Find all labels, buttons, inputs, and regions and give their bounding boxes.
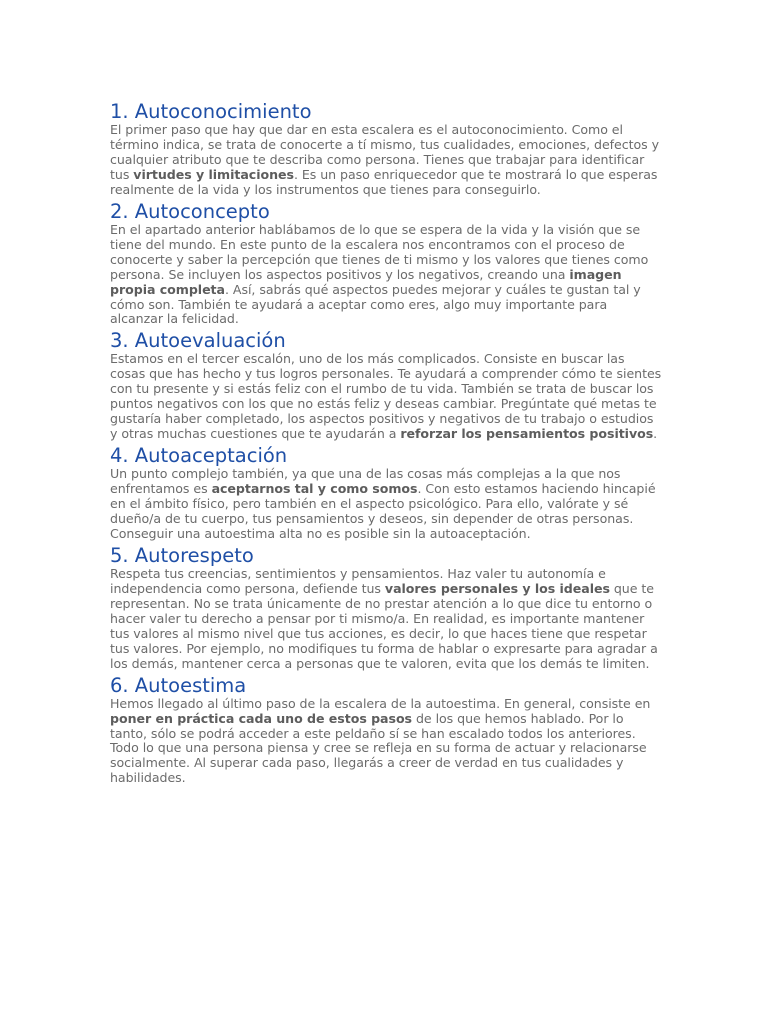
section-paragraph xyxy=(110,467,662,542)
paragraph-text: . Así, sabrás qué aspectos puedes mejorar y cuáles te gustan tal y cómo son. También te ayudará a aceptar como eres, algo muy importante para alcanzar la felicidad. xyxy=(110,281,641,327)
paragraph-bold-text: aceptarnos tal y como somos xyxy=(211,481,418,497)
section-autoevaluacion xyxy=(110,329,662,442)
section-paragraph xyxy=(110,123,662,198)
paragraph-text: Respeta tus creencias, sentimientos y pensamientos. Haz valer tu autonomía e independencia como persona, defiende tus xyxy=(110,565,606,596)
paragraph-text: . Con esto estamos haciendo hincapié en el ámbito físico, pero también en el aspecto psicológico. Para ello, valórate y sé dueño/a de tu cuerpo, tus pensamientos y deseos, sin depender de otras personas. Conseguir una autoestima alta no es posible sin la autoaceptación. xyxy=(110,481,656,541)
section-autorespeto xyxy=(110,544,662,672)
paragraph-text: En el apartado anterior hablábamos de lo que se espera de la vida y la visión que se tiene del mundo. En este punto de la escalera nos encontramos con el proceso de conocerte y saber la percepción que tienes de ti mismo y los valores que tienes como persona. Se incluyen los aspectos positivos y los negativos, creando una xyxy=(110,221,649,282)
section-paragraph xyxy=(110,352,662,442)
paragraph-bold-text: virtudes y limitaciones xyxy=(133,166,294,182)
paragraph-text: Hemos llegado al último paso de la escalera de la autoestima. En general, consiste en xyxy=(110,695,651,711)
section-heading: 2. Autoconcepto xyxy=(110,199,270,223)
paragraph-text: El primer paso que hay que dar en esta escalera es el autoconocimiento. Como el término indica, se trata de conocerte a tí mismo, tus cualidades, emociones, defectos y cualquier atributo que te describa como persona. Tienes que trabajar para identificar tus xyxy=(110,122,660,182)
section-autoconocimiento xyxy=(110,100,662,198)
paragraph-text: Estamos en el tercer escalón, uno de los más complicados. Consiste en buscar las cosas que has hecho y tus logros personales. Te ayudará a comprender cómo te sientes con tu presente y si estás feliz con el rumbo de tu vida. También se trata de buscar los puntos negativos con los que no estás feliz y deseas cambiar. Pregúntate qué metas te gustaría haber completado, los aspectos positivos y negativos de tu trabajo o estudios y otras muchas cuestiones que te ayudarán a xyxy=(110,351,662,442)
section-heading: 3. Autoevaluación xyxy=(110,329,286,353)
paragraph-bold-text: reforzar los pensamientos positivos xyxy=(400,426,654,442)
paragraph-text: Un punto complejo también, ya que una de las cosas más complejas a la que nos enfrentamos es xyxy=(110,466,621,497)
section-paragraph xyxy=(110,223,662,328)
paragraph-text: . Es un paso enriquecedor que te mostrará lo que esperas realmente de la vida y los instrumentos que tienes para conseguirlo. xyxy=(110,166,658,197)
paragraph-text: que te representan. No se trata únicamente de no prestar atención a lo que dice tu entorno o hacer valer tu derecho a pensar por ti mismo/a. En realidad, es importante mantener tus valores al mismo nivel que tus acciones, es decir, lo que haces tiene que respetar tus valores. Por ejemplo, no modifiques tu forma de hablar o expresarte para agradar a los demás, mantener cerca a personas que te valoren, evita que los demás te limiten. xyxy=(110,580,658,671)
paragraph-bold-text: poner en práctica cada uno de estos pasos xyxy=(110,710,413,726)
paragraph-text: de los que hemos hablado. Por lo tanto, sólo se podrá acceder a este peldaño sí se han escalado todos los anteriores. Todo lo que una persona piensa y cree se refleja en su forma de actuar y relacionarse socialmente. Al superar cada paso, llegarás a creer de verdad en tus cualidades y habilidades. xyxy=(110,710,647,786)
document-page xyxy=(110,100,662,788)
paragraph-bold-text: valores personales y los ideales xyxy=(384,580,610,596)
section-autoaceptacion xyxy=(110,444,662,542)
section-paragraph xyxy=(110,697,662,787)
section-heading: 6. Autoestima xyxy=(110,673,247,697)
section-autoestima xyxy=(110,674,662,787)
section-autoconcepto xyxy=(110,200,662,328)
section-heading: 4. Autoaceptación xyxy=(110,444,288,468)
paragraph-text: . xyxy=(653,426,658,442)
section-paragraph xyxy=(110,567,662,672)
section-heading: 5. Autorespeto xyxy=(110,543,254,567)
section-heading: 1. Autoconocimiento xyxy=(110,100,312,123)
paragraph-bold-text: imagen propia completa xyxy=(110,266,622,297)
